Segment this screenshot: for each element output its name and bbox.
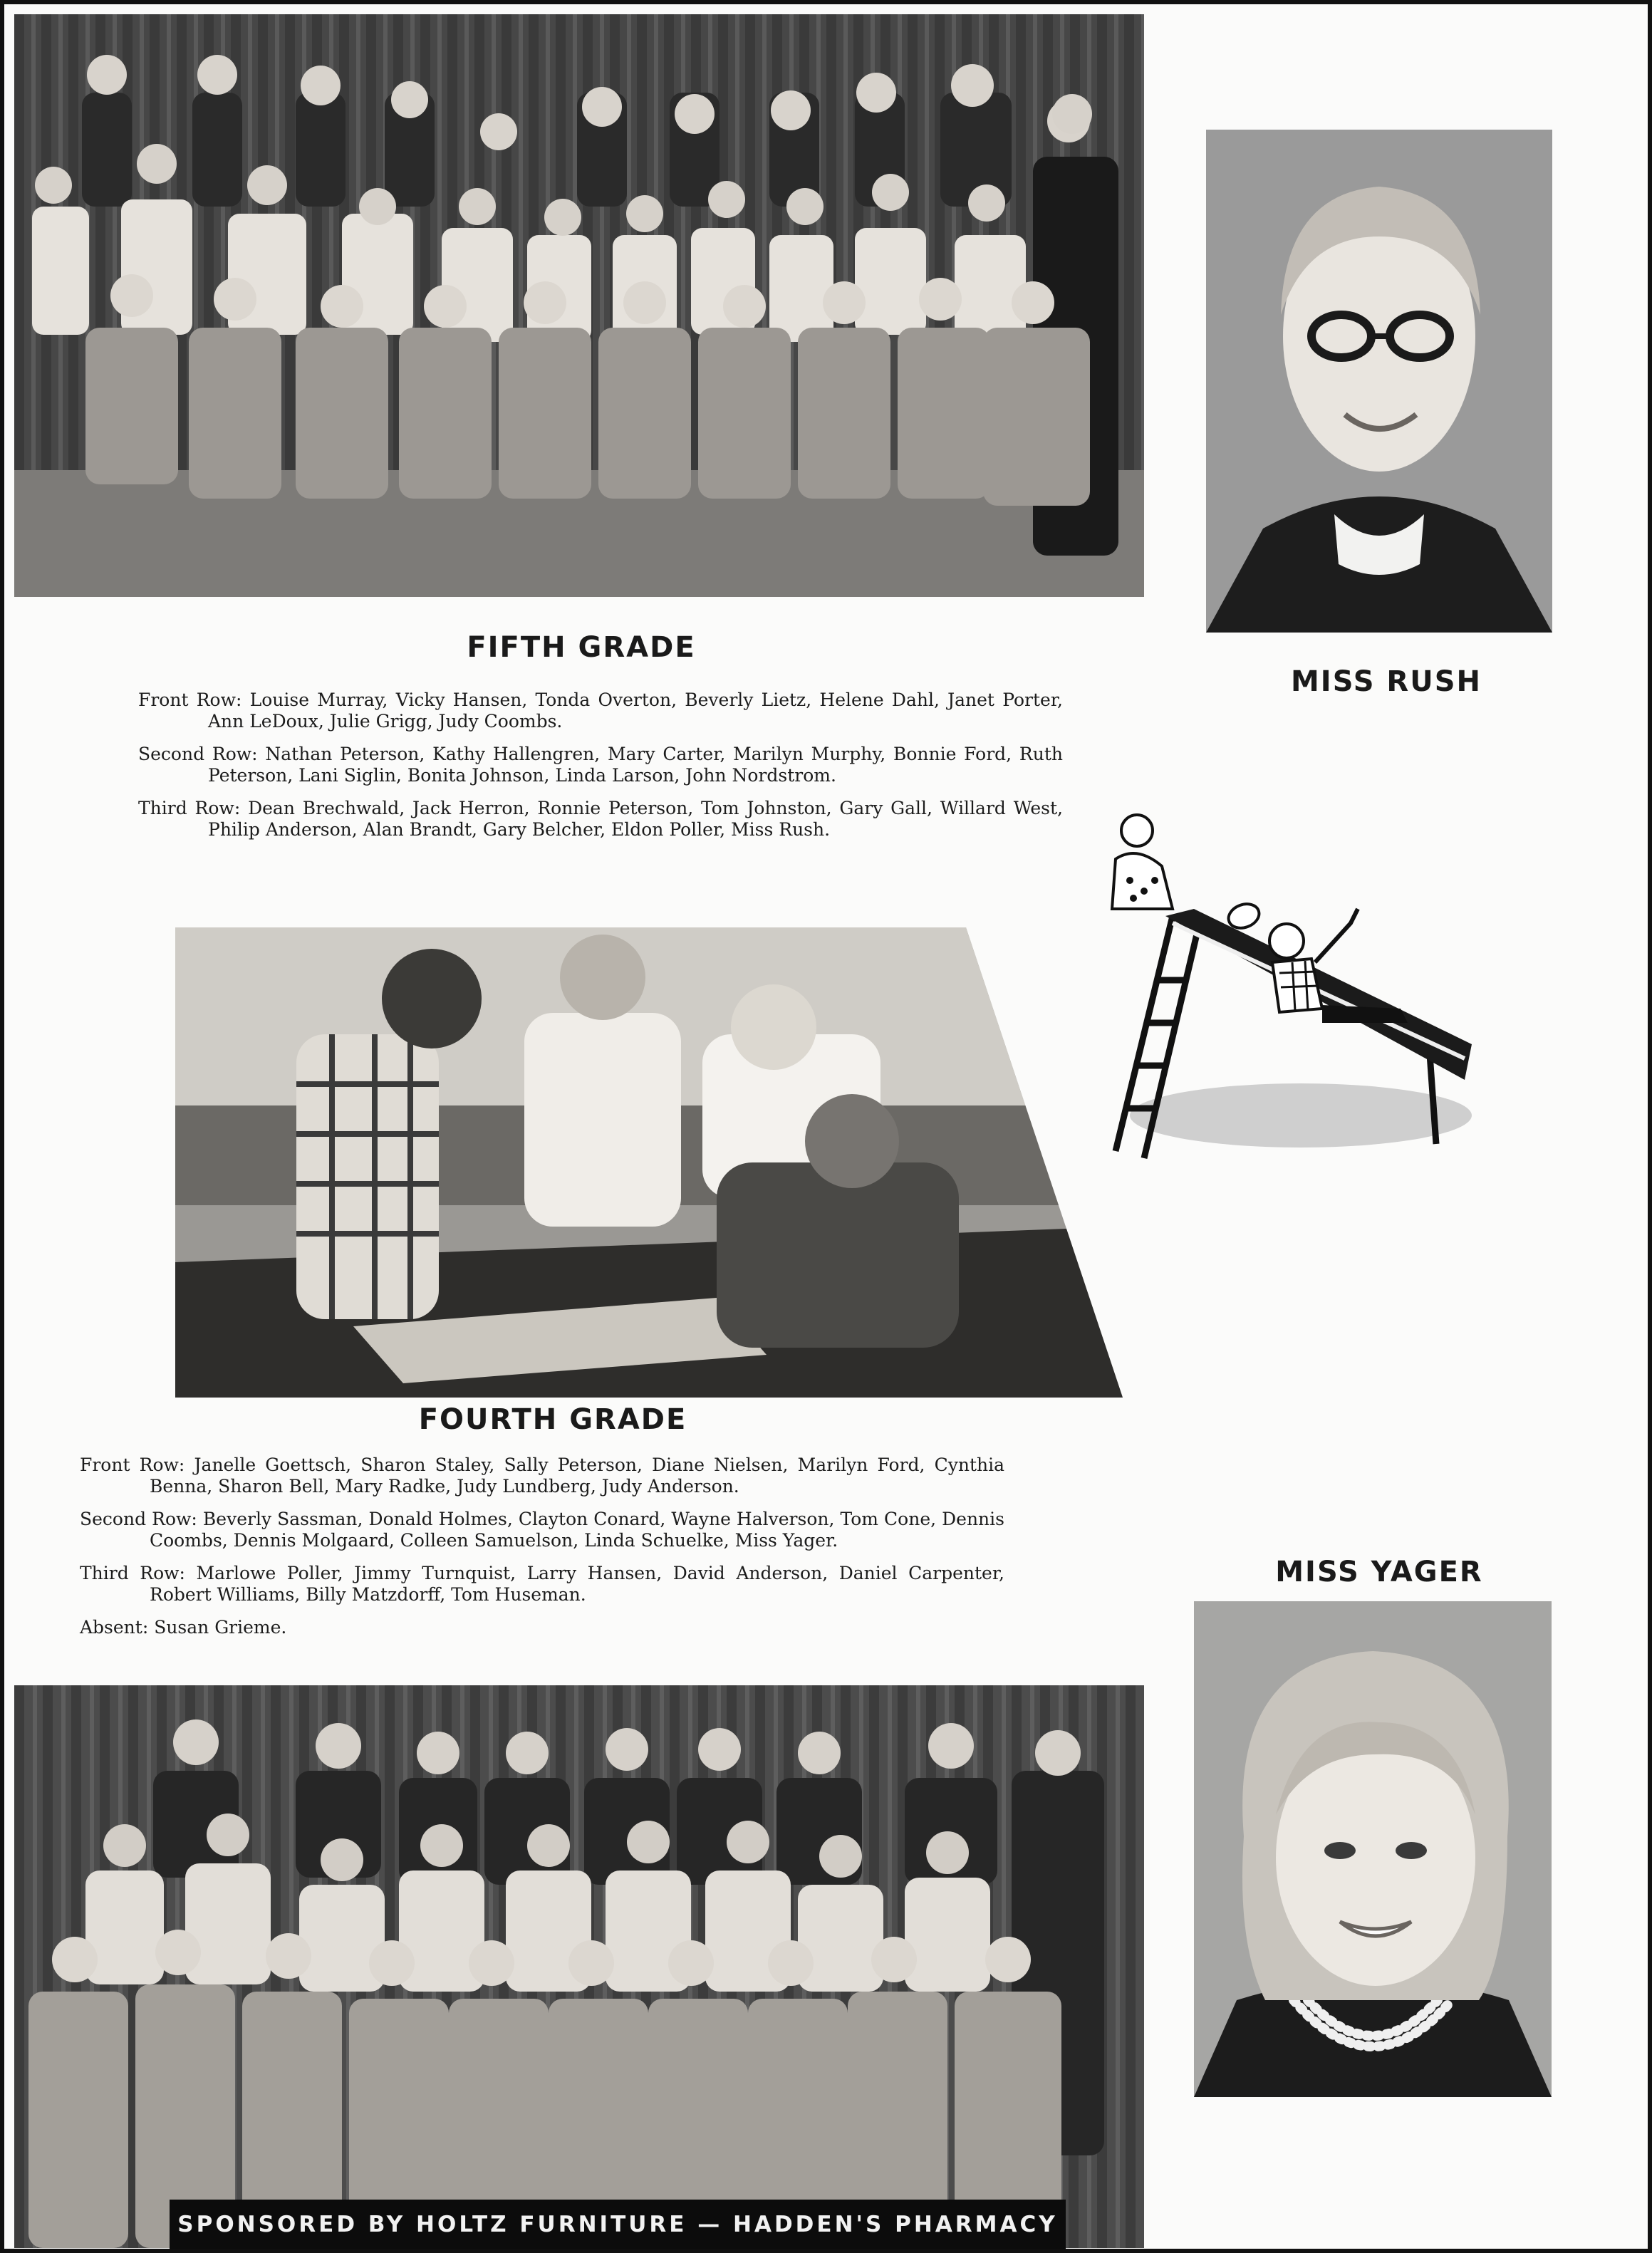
miss-rush-portrait [1206,130,1552,633]
row-label: Third Row: [80,1563,185,1583]
fourth-grade-candid-photo [175,927,1123,1398]
slide-cartoon-illustration [1066,809,1507,1165]
fourth-grade-front-row [80,1455,1004,1497]
fourth-grade-third-row [80,1563,1004,1606]
miss-yager-portrait [1194,1601,1552,2097]
miss-rush-name: MISS RUSH [1291,665,1482,698]
row-label: Front Row: [138,690,242,710]
row-names: Marlowe Poller, Jimmy Turnquist, Larry Hansen, David Anderson, Daniel Carpenter, Robert Williams, Billy Matzdorff, Tom Huseman. [150,1563,1004,1605]
fifth-grade-class-photo [14,14,1144,597]
fifth-grade-front-row [138,690,1063,732]
row-label: Second Row: [80,1509,197,1529]
fourth-grade-class-photo [14,1685,1144,2248]
row-names: Beverly Sassman, Donald Holmes, Clayton Conard, Wayne Halverson, Tom Cone, Dennis Coombs, Dennis Molgaard, Colleen Samuelson, Linda Schuelke, Miss Yager. [150,1509,1004,1551]
miss-yager-name: MISS YAGER [1275,1556,1483,1588]
fourth-grade-caption [80,1455,1004,1650]
fourth-grade-heading: FOURTH GRADE [418,1403,687,1436]
row-names: Nathan Peterson, Kathy Hallengren, Mary Carter, Marilyn Murphy, Bonnie Ford, Ruth Peterson, Lani Siglin, Bonita Johnson, Linda Larson, John Nordstrom. [208,744,1063,786]
row-names: Dean Brechwald, Jack Herron, Ronnie Peterson, Tom Johnston, Gary Gall, Willard West, Philip Anderson, Alan Brandt, Gary Belcher, Eldon Poller, Miss Rush. [208,798,1064,840]
row-label: Front Row: [80,1455,185,1475]
sponsor-banner: SPONSORED BY HOLTZ FURNITURE — HADDEN'S PHARMACY [170,2200,1066,2249]
fifth-grade-second-row [138,744,1063,786]
fifth-grade-heading: FIFTH GRADE [467,631,696,664]
fifth-grade-caption [138,690,1063,852]
row-label: Second Row: [138,744,258,764]
fifth-grade-third-row [138,798,1063,841]
fourth-grade-second-row [80,1509,1004,1551]
row-names: Janelle Goettsch, Sharon Staley, Sally Peterson, Diane Nielsen, Marilyn Ford, Cynthia Benna, Sharon Bell, Mary Radke, Judy Lundberg, Judy Anderson. [150,1455,1004,1497]
row-names: Louise Murray, Vicky Hansen, Tonda Overton, Beverly Lietz, Helene Dahl, Janet Porter, Ann LeDoux, Julie Grigg, Judy Coombs. [208,690,1063,732]
fourth-grade-absent: Absent: Susan Grieme. [80,1617,287,1638]
row-label: Third Row: [138,798,241,818]
